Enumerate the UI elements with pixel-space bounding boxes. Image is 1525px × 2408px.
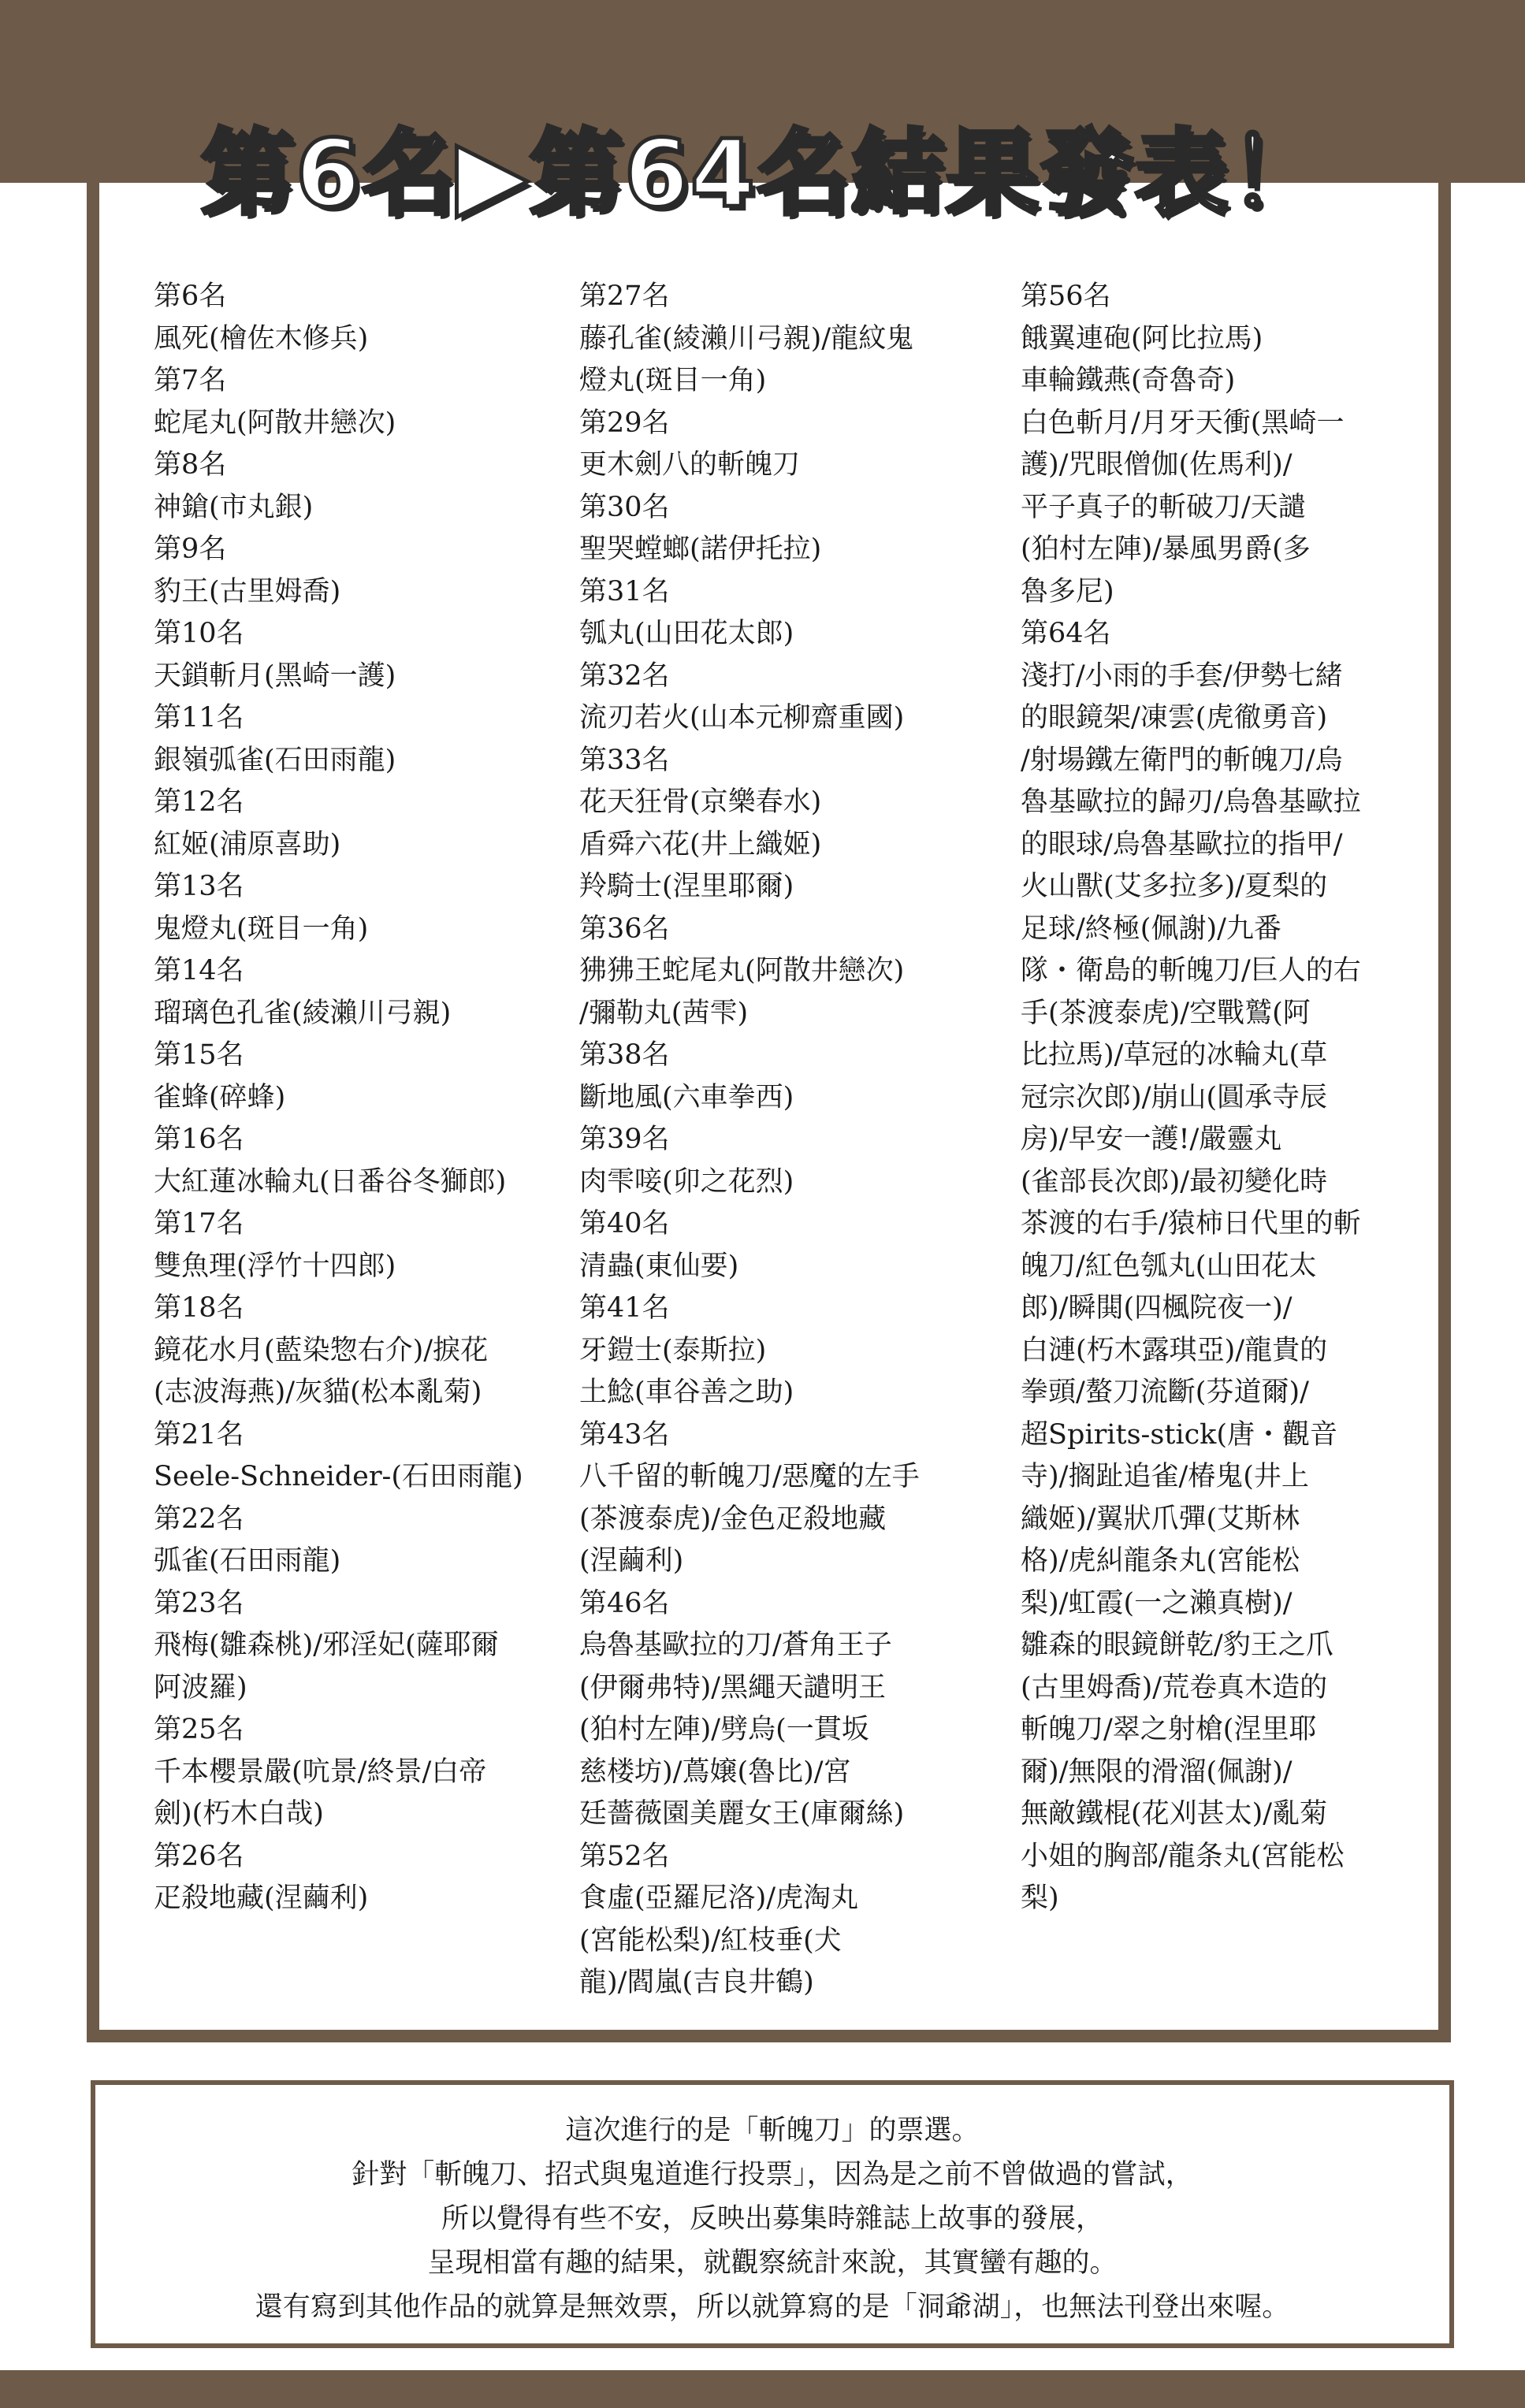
zanpakuto-names: 肉雫唼(卯之花烈) [579,1165,794,1198]
rank-heading: 第21名 [154,1418,244,1451]
rank-heading: 第52名 [579,1840,670,1872]
zanpakuto-names: 斬魄刀/翠之射槍(涅里耶 [1021,1714,1317,1745]
zanpakuto-names: 燈丸(斑目一角) [579,365,767,396]
zanpakuto-names: 狒狒王蛇尾丸(阿散井戀次) [579,955,905,987]
rank-heading: 第12名 [154,786,244,818]
zanpakuto-names: 隊・衛島的斬魄刀/巨人的右 [1021,955,1361,987]
zanpakuto-names: (宮能松梨)/紅枝垂(犬 [579,1924,842,1956]
zanpakuto-names: 郎)/瞬閧(四楓院夜一)/ [1021,1292,1293,1324]
rank-heading: 第41名 [579,1292,670,1324]
zanpakuto-names: (古里姆喬)/荒卷真木造的 [1021,1671,1328,1704]
zanpakuto-names: 寺)/搁趾追雀/椿鬼(井上 [1021,1461,1309,1492]
zanpakuto-names: 雀蜂(碎蜂) [154,1081,286,1113]
rank-heading: 第15名 [154,1039,244,1071]
zanpakuto-names: 盾舜六花(井上織姬) [579,828,822,860]
rank-heading: 第26名 [154,1840,244,1872]
zanpakuto-names: 平子真子的斬破刀/天譴 [1021,491,1306,523]
rank-heading: 第18名 [154,1292,244,1324]
zanpakuto-names: 梨)/虹霞(一之瀨真樹)/ [1021,1587,1293,1619]
zanpakuto-names: 魯多尼) [1021,575,1114,608]
results-column-2 [579,276,989,2005]
zanpakuto-names: 疋殺地藏(涅繭利) [154,1882,369,1914]
zanpakuto-names: 瓠丸(山田花太郎) [579,618,794,649]
zanpakuto-names: 蛇尾丸(阿散井戀次) [154,407,396,439]
zanpakuto-names: 雙魚理(浮竹十四郎) [154,1250,396,1282]
zanpakuto-names: 豹王(古里姆喬) [154,575,341,608]
zanpakuto-names: 淺打/小雨的手套/伊勢七緒 [1021,660,1343,692]
rank-heading: 第25名 [154,1714,244,1745]
page-title: 第6名▶第64名結果發表！ [200,119,1325,228]
zanpakuto-names: 聖哭螳螂(諾伊托拉) [579,533,822,565]
zanpakuto-names: 土鯰(車谷善之助) [579,1377,794,1408]
zanpakuto-names: 慈楼坊)/蔦嬢(魯比)/宮 [579,1756,851,1788]
zanpakuto-names: 魄刀/紅色瓠丸(山田花太 [1021,1250,1317,1282]
zanpakuto-names: 餓翼連砲(阿比拉馬) [1021,322,1263,355]
zanpakuto-names: 白色斬月/月牙天衝(黑崎一 [1021,407,1345,439]
zanpakuto-names: (伊爾弗特)/黑繩天譴明王 [579,1671,887,1704]
zanpakuto-names: 手(茶渡泰虎)/空戰鷲(阿 [1021,997,1311,1029]
rank-heading: 第14名 [154,955,244,987]
zanpakuto-names: (茶渡泰虎)/金色疋殺地藏 [579,1503,887,1535]
zanpakuto-names: 羚騎士(涅里耶爾) [579,871,794,902]
rank-heading: 第16名 [154,1124,244,1155]
rank-heading: 第7名 [154,365,227,396]
rank-heading: 第6名 [154,281,227,312]
zanpakuto-names: 風死(檜佐木修兵) [154,322,369,355]
zanpakuto-names: 瑠璃色孔雀(綾瀨川弓親) [154,997,452,1029]
zanpakuto-names: 小姐的胸部/龍条丸(宮能松 [1021,1840,1345,1872]
rank-heading: 第9名 [154,533,227,565]
rank-heading: 第13名 [154,871,244,902]
rank-heading: 第27名 [579,281,670,312]
zanpakuto-names: (志波海燕)/灰貓(松本亂菊) [154,1377,482,1408]
zanpakuto-names: 牙鎧士(泰斯拉) [579,1334,767,1366]
zanpakuto-names: 清蟲(東仙要) [579,1250,739,1282]
zanpakuto-names: 飛梅(雛森桃)/邪淫妃(薩耶爾 [154,1629,499,1661]
rank-heading: 第29名 [579,407,670,439]
zanpakuto-names: 足球/終極(佩謝)/九番 [1021,912,1281,945]
zanpakuto-names: 大紅蓮冰輪丸(日番谷冬獅郎) [154,1165,507,1198]
zanpakuto-names: (狛村左陣)/劈烏(一貫坂 [579,1714,869,1745]
note-line: 針對「斬魄刀、招式與鬼道進行投票」，因為是之前不曾做過的嘗試， [351,2159,1193,2191]
zanpakuto-names: 更木劍八的斬魄刀 [579,449,801,481]
zanpakuto-names: 茶渡的右手/猿柿日代里的斬 [1021,1208,1361,1239]
zanpakuto-names: 拳頭/螯刀流斷(芬道爾)/ [1021,1377,1309,1408]
editor-note-box [91,2080,1454,2348]
zanpakuto-names: 斷地風(六車拳西) [579,1081,794,1113]
zanpakuto-names: 火山獸(艾多拉多)/夏梨的 [1021,871,1328,902]
zanpakuto-names: 比拉馬)/草冠的冰輪丸(草 [1021,1039,1328,1071]
zanpakuto-names: /彌勒丸(茜雫) [579,997,749,1029]
zanpakuto-names: 弧雀(石田雨龍) [154,1545,341,1577]
zanpakuto-names: 龍)/閻嵐(吉良井鶴) [579,1967,814,1998]
zanpakuto-names: 白漣(朽木露琪亞)/龍貴的 [1021,1334,1328,1366]
zanpakuto-names: 房)/早安一護!/嚴靈丸 [1021,1124,1282,1155]
rank-heading: 第36名 [579,912,670,945]
rank-heading: 第17名 [154,1208,244,1239]
zanpakuto-names: 鏡花水月(藍染惣右介)/捩花 [154,1334,489,1366]
zanpakuto-names: /射場鐵左衛門的斬魄刀/烏 [1021,744,1343,776]
rank-heading: 第39名 [579,1124,670,1155]
editor-note-text [95,2109,1449,2329]
zanpakuto-names: 食虛(亞羅尼洛)/虎淘丸 [579,1882,859,1914]
zanpakuto-names: 花天狂骨(京樂春水) [579,786,822,818]
zanpakuto-names: 無敵鐵棍(花刈甚太)/亂菊 [1021,1798,1328,1830]
rank-heading: 第22名 [154,1503,244,1535]
zanpakuto-names: 烏魯基歐拉的刀/蒼角王子 [579,1629,892,1661]
results-column-3 [1021,276,1399,1920]
zanpakuto-names: 劍)(朽木白哉) [154,1798,324,1830]
zanpakuto-names: 神鎗(市丸銀) [154,491,314,523]
zanpakuto-names: 爾)/無限的滑溜(佩謝)/ [1021,1756,1293,1788]
zanpakuto-names: 藤孔雀(綾瀨川弓親)/龍紋鬼 [579,322,914,355]
zanpakuto-names: 冠宗次郎)/崩山(圓承寺辰 [1021,1081,1328,1113]
rank-heading: 第38名 [579,1039,670,1071]
zanpakuto-names: 雛森的眼鏡餅乾/豹王之爪 [1021,1629,1333,1661]
results-column-1 [154,276,564,1920]
zanpakuto-names: 織姬)/翼狀爪彈(艾斯林 [1021,1503,1300,1535]
zanpakuto-names: 的眼鏡架/凍雲(虎徹勇音) [1021,702,1328,734]
zanpakuto-names: 銀嶺弧雀(石田雨龍) [154,744,396,776]
zanpakuto-names: (狛村左陣)/暴風男爵(多 [1021,533,1311,565]
zanpakuto-names: 天鎖斬月(黑崎一護) [154,660,396,692]
rank-heading: 第32名 [579,660,670,692]
rank-heading: 第56名 [1021,281,1111,312]
zanpakuto-names: (涅繭利) [579,1545,684,1577]
zanpakuto-names: 車輪鐵燕(奇魯奇) [1021,365,1236,396]
zanpakuto-names: 鬼燈丸(斑目一角) [154,912,369,945]
zanpakuto-names: Seele-Schneider-(石田雨龍) [154,1461,523,1492]
rank-heading: 第11名 [154,702,244,734]
zanpakuto-names: 流刃若火(山本元柳齋重國) [579,702,905,734]
note-line: 呈現相當有趣的結果，就觀察統計來說，其實蠻有趣的。 [427,2247,1118,2279]
title-wrap [0,118,1525,230]
zanpakuto-names: (雀部長次郎)/最初變化時 [1021,1165,1328,1198]
zanpakuto-names: 格)/虎糾龍条丸(宮能松 [1021,1545,1300,1577]
rank-heading: 第40名 [579,1208,670,1239]
zanpakuto-names: 廷薔薇園美麗女王(庫爾絲) [579,1798,905,1830]
zanpakuto-names: 護)/咒眼僧伽(佐馬利)/ [1021,449,1293,481]
rank-heading: 第30名 [579,491,670,523]
zanpakuto-names: 阿波羅) [154,1671,247,1704]
zanpakuto-names: 八千留的斬魄刀/惡魔的左手 [579,1461,920,1492]
rank-heading: 第33名 [579,744,670,776]
zanpakuto-names: 千本櫻景嚴(吭景/終景/白帝 [154,1756,487,1788]
rank-heading: 第8名 [154,449,227,481]
zanpakuto-names: 梨) [1021,1882,1059,1914]
zanpakuto-names: 超Spirits-stick(唐・觀音 [1021,1418,1338,1451]
rank-heading: 第23名 [154,1587,244,1619]
zanpakuto-names: 紅姬(浦原喜助) [154,828,341,860]
zanpakuto-names: 魯基歐拉的歸刃/烏魯基歐拉 [1021,786,1361,818]
note-line: 所以覺得有些不安，反映出募集時雜誌上故事的發展， [441,2203,1103,2235]
note-line: 這次進行的是「斬魄刀」的票選。 [565,2115,980,2146]
rank-heading: 第10名 [154,618,244,649]
rank-heading: 第31名 [579,575,670,608]
rank-heading: 第43名 [579,1418,670,1451]
zanpakuto-names: 的眼球/烏魯基歐拉的指甲/ [1021,828,1343,860]
rank-heading: 第64名 [1021,618,1111,649]
footer-strip [0,2370,1525,2408]
rank-heading: 第46名 [579,1587,670,1619]
note-line: 還有寫到其他作品的就算是無效票，所以就算寫的是「洞爺湖」，也無法刊登出來喔。 [255,2291,1290,2323]
